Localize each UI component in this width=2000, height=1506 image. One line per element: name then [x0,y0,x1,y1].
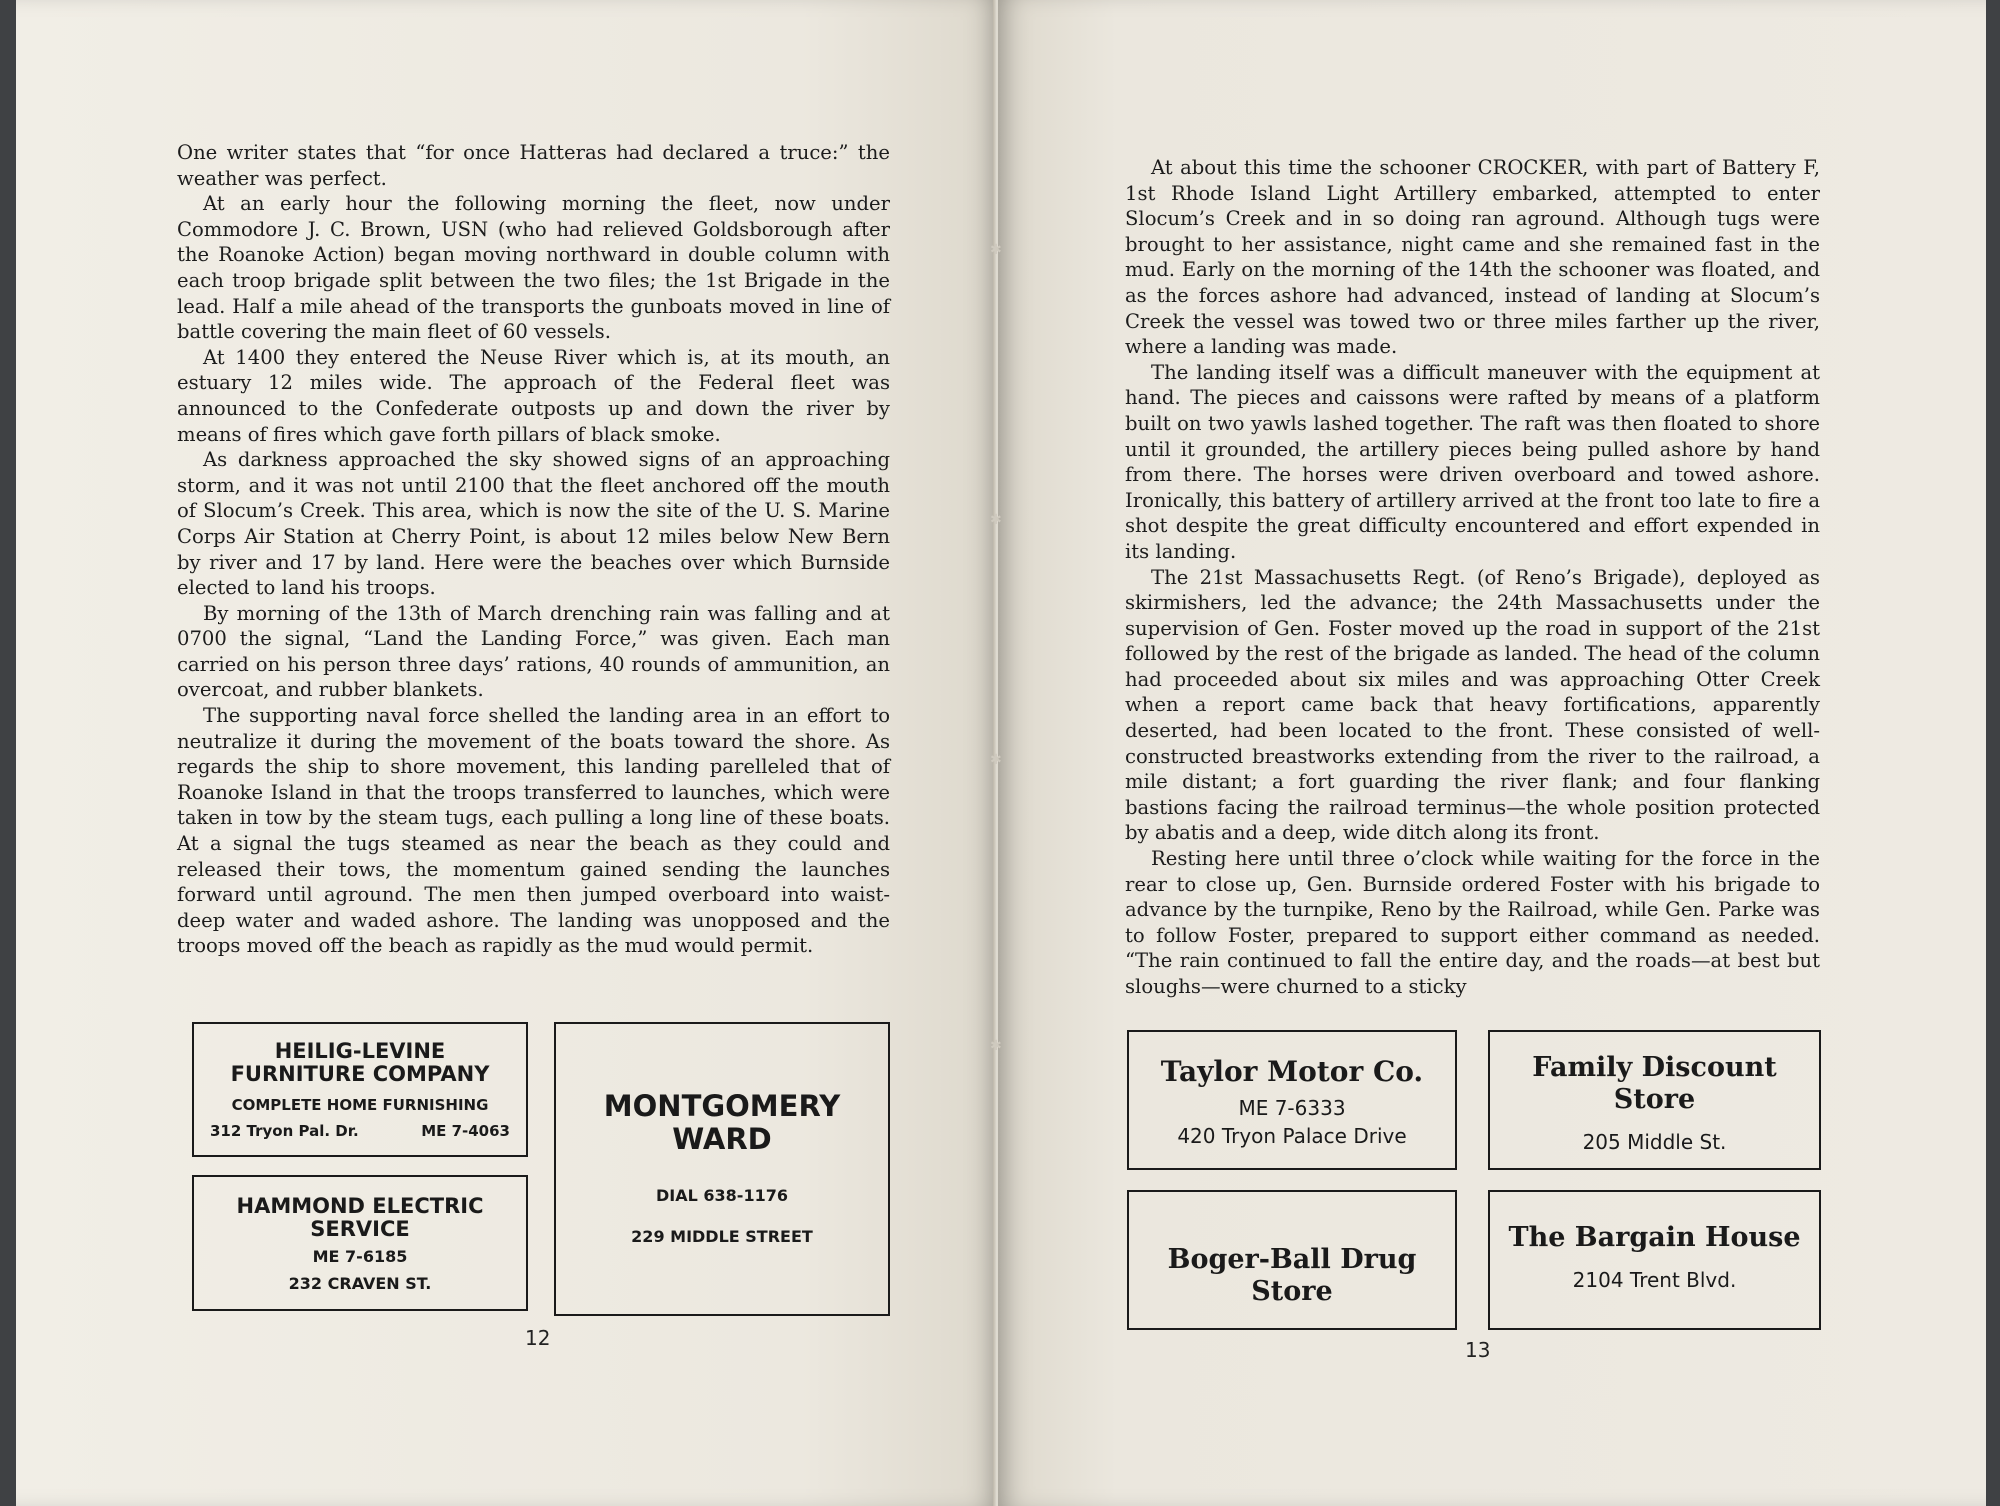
ad-address: 205 Middle St. [1582,1130,1727,1154]
page-number: 13 [1465,1338,1491,1362]
ad-name: Boger-Ball Drug Store [1167,1244,1417,1307]
ad-phone: ME 7-6185 [312,1247,408,1266]
ad-address: 420 Tryon Palace Drive [1177,1124,1407,1148]
ad-address: 232 CRAVEN ST. [288,1274,432,1293]
ad-phone: DIAL 638-1176 [656,1186,788,1205]
ad-name-line1: MONTGOMERY [603,1089,841,1123]
ad-phone: ME 7-6333 [1238,1096,1346,1120]
ad-tagline: COMPLETE HOME FURNISHING [231,1096,489,1114]
binding-stitch: ✱ [990,512,1002,528]
ad-name-line2: FURNITURE COMPANY [230,1062,490,1086]
ad-bargain-house [1488,1190,1821,1330]
ad-name-line1: Family Discount [1532,1052,1777,1083]
paragraph: Resting here until three o’clock while waiting for the force in the rear to close up, Gen. Burnside ordered Foster with his brigade to advance by the turnpike, Reno by the Railroad, while Gen. Parke was to follow Foster, prepared to support either command as needed. “The rain continued to fall the entire day, and the roads—at best but sloughs—were churned to a sticky [1125,847,1820,998]
binding-stitch: ✱ [990,242,1002,258]
ad-address: 229 MIDDLE STREET [631,1227,813,1246]
ad-montgomery-ward [554,1022,890,1316]
ad-name-line1: HEILIG-LEVINE [274,1039,446,1063]
ad-boger-ball [1127,1190,1457,1330]
paragraph: By morning of the 13th of March drenching rain was falling and at 0700 the signal, “Land the Landing Force,” was given. Each man carried on his person three days’ rations, 40 rounds of ammunition, an overcoat, and rubber blankets. [177,601,890,702]
binding-stitch: ✱ [990,1038,1002,1054]
paragraph: At an early hour the following morning the fleet, now under Commodore J. C. Brown, USN (who had relieved Goldsborough after the Roanoke Action) began moving northward in double column with each troop brigade split between the two files; the 1st Brigade in the lead. Half a mile ahead of the transports the gunboats moved in line of battle covering the main fleet of 60 vessels. [177,192,890,344]
ad-address: 2104 Trent Blvd. [1572,1268,1737,1292]
paragraph: As darkness approached the sky showed signs of an approaching storm, and it was not until 2100 that the fleet anchored off the mouth of Slocum’s Creek. This area, which is now the site of the U. S. Marine Corps Air Station at Cherry Point, is about 12 miles below New Bern by river and 17 by land. Here were the beaches over which Burnside elected to land his troops. [177,448,890,600]
paragraph: The landing itself was a difficult maneuver with the equipment at hand. The pieces and caissons were rafted by means of a platform built on two yawls lashed together. The raft was then floated to shore until it grounded, the artillery pieces being pulled ashore by hand from there. The horses were driven overboard and towed ashore. Ironically, this battery of artillery arrived at the front too late to fire a shot despite the great difficulty encountered and effort expended in its landing. [1125,360,1820,563]
ad-name-line1: HAMMOND ELECTRIC [236,1194,484,1218]
ad-name-line2: Store [1613,1084,1696,1115]
ad-family-discount [1488,1030,1821,1170]
paragraph: One writer states that “for once Hatteras had declared a truce:” the weather was perfect. [177,141,890,190]
ad-name-line2: WARD [672,1122,772,1156]
page-number: 12 [525,1326,551,1350]
ad-address: 312 Tryon Pal. Dr. [210,1122,359,1140]
ad-name-line2: SERVICE [310,1217,410,1241]
ad-phone: ME 7-4063 [421,1122,510,1140]
ad-name: Taylor Motor Co. [1160,1055,1424,1088]
paragraph: At 1400 they entered the Neuse River which is, at its mouth, an estuary 12 miles wide. The approach of the Federal fleet was announced to the Confederate outposts up and down the river by means of fires which gave forth pillars of black smoke. [177,345,890,446]
right-page-body [1125,155,1820,1000]
left-page-body [177,140,890,959]
ad-taylor-motor [1127,1030,1457,1170]
paragraph: At about this time the schooner CROCKER, with part of Battery F, 1st Rhode Island Light Artillery embarked, attempted to enter Slocum’s Creek and in so doing ran aground. Although tugs were brought to her assistance, night came and she remained fast in the mud. Early on the morning of the 14th the schooner was floated, and as the forces ashore had advanced, instead of landing at Slocum’s Creek the vessel was towed two or three miles farther up the river, where a landing was made. [1125,156,1820,359]
binding-stitch: ✱ [990,752,1002,768]
paragraph: The supporting naval force shelled the landing area in an effort to neutralize it during the movement of the boats toward the shore. As regards the ship to shore movement, this landing parelleled that of Roanoke Island in that the troops transferred to launches, which were taken in tow by the steam tugs, each pulling a long line of these boats. At a signal the tugs steamed as near the beach as they could and released their tows, the momentum gained sending the launches forward until aground. The men then jumped overboard into waist-deep water and waded ashore. The landing was unopposed and the troops moved off the beach as rapidly as the mud would permit. [177,704,890,958]
ad-name: The Bargain House [1508,1222,1801,1253]
ad-hammond-electric [192,1175,528,1311]
ad-heilig-levine [192,1022,528,1157]
paragraph: The 21st Massachusetts Regt. (of Reno’s Brigade), deployed as skirmishers, led the advance; the 24th Massachusetts under the supervision of Gen. Foster moved up the road in support of the 21st followed by the rest of the brigade as landed. The head of the column had proceeded about six miles and was approaching Otter Creek when a report came back that heavy fortifications, apparently deserted, had been located to the front. These consisted of well-constructed breastworks extending from the river to the railroad, a mile distant; a fort guarding the river flank; and four flanking bastions facing the railroad terminus—the whole position protected by abatis and a deep, wide ditch along its front. [1125,565,1820,845]
